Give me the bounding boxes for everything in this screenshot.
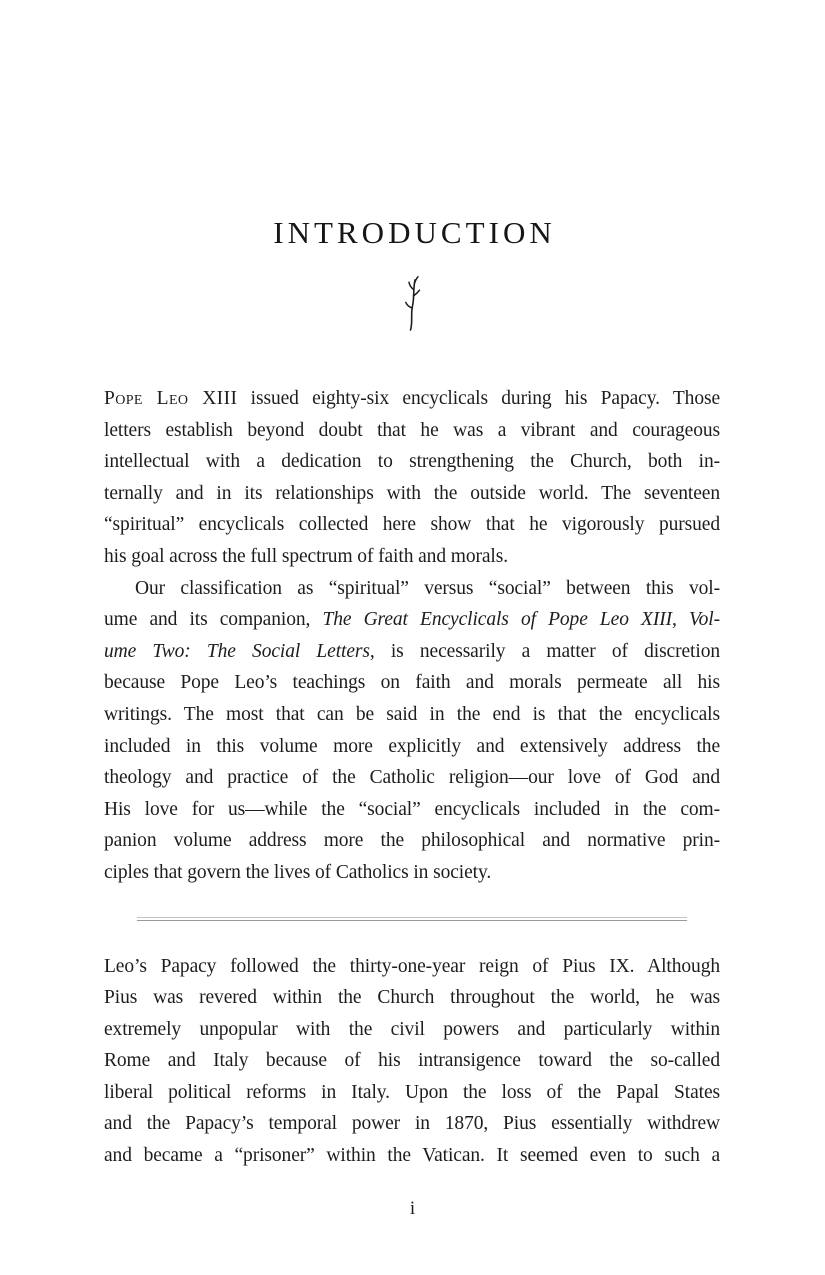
italic-text: ume Two: The Social Letters xyxy=(104,640,370,662)
text-line xyxy=(104,699,720,731)
body-text-segment: his goal across the full spectrum of faith and morals. xyxy=(104,545,508,567)
text-line xyxy=(104,1045,720,1077)
body-text xyxy=(104,383,720,1172)
text-line xyxy=(104,446,720,478)
body-text-segment: issued eighty-six encyclicals during his Papacy. Those xyxy=(237,388,721,409)
paragraph xyxy=(104,951,720,1172)
page-number: i xyxy=(409,1198,416,1219)
text-line xyxy=(104,857,720,889)
text-line xyxy=(104,951,720,983)
twig-fleuron-icon xyxy=(0,276,825,332)
body-text-segment: and the Papacy’s temporal power in 1870, Pius essentially withdrew xyxy=(104,1113,720,1135)
text-line xyxy=(104,794,720,826)
body-text-segment: intellectual with a dedication to strengthening the Church, both in- xyxy=(104,451,720,473)
body-text-segment: ciples that govern the lives of Catholics in society. xyxy=(104,861,492,883)
text-line xyxy=(104,667,720,699)
text-line xyxy=(104,478,720,510)
body-text-segment: Our classification as “spiritual” versus “social” between this vol- xyxy=(135,577,720,599)
smallcaps-text: Pope Leo XIII xyxy=(104,388,238,409)
text-line xyxy=(104,509,720,541)
body-text-segment: Leo’s Papacy followed the thirty-one-year reign of Pius IX. Although xyxy=(104,955,720,977)
body-text-segment: Rome and Italy because of his intransigence toward the so-called xyxy=(104,1050,720,1072)
text-line xyxy=(104,636,720,668)
body-text-segment: and became a “prisoner” within the Vatican. It seemed even to such a xyxy=(104,1145,720,1167)
body-text-segment: panion volume address more the philosophical and normative prin- xyxy=(104,830,720,852)
text-line xyxy=(104,1014,720,1046)
body-text-segment: included in this volume more explicitly and extensively address the xyxy=(104,735,720,757)
body-text-segment: extremely unpopular with the civil powers and particularly within xyxy=(104,1018,720,1040)
body-text-segment: theology and practice of the Catholic religion—our love of God and xyxy=(104,767,720,789)
body-text-segment: His love for us—while the “social” encyclicals included in the com- xyxy=(104,798,720,820)
text-line xyxy=(104,825,720,857)
text-line xyxy=(104,1077,720,1109)
body-text-segment: ternally and in its relationships with the outside world. The seventeen xyxy=(104,482,720,504)
body-text-segment: , is necessarily a matter of discretion xyxy=(369,640,720,662)
body-text-segment: liberal political reforms in Italy. Upon the loss of the Papal States xyxy=(104,1081,720,1103)
paragraph xyxy=(104,573,720,889)
text-line xyxy=(104,604,720,636)
body-text-segment: letters establish beyond doubt that he was a vibrant and courageous xyxy=(104,419,720,441)
text-line xyxy=(104,415,720,447)
body-text-segment: “spiritual” encyclicals collected here show that he vigorously pursued xyxy=(104,514,720,536)
text-line xyxy=(104,982,720,1014)
text-line xyxy=(104,573,720,605)
italic-text: The Great Encyclicals of Pope Leo XIII, Vol- xyxy=(322,609,720,631)
text-line xyxy=(104,1108,720,1140)
text-line xyxy=(104,762,720,794)
body-text-segment: ume and its companion, xyxy=(104,609,323,631)
body-text-segment: writings. The most that can be said in the end is that the encyclicals xyxy=(104,703,720,725)
section-divider xyxy=(137,917,687,921)
text-line xyxy=(104,731,720,763)
body-text-segment: Pius was revered within the Church throughout the world, he was xyxy=(104,987,720,1009)
page-title: INTRODUCTION xyxy=(273,215,556,250)
text-line xyxy=(104,383,720,415)
text-line xyxy=(104,1140,720,1172)
body-text-segment: because Pope Leo’s teachings on faith and morals permeate all his xyxy=(104,672,720,694)
text-line xyxy=(104,541,720,573)
paragraph xyxy=(104,383,720,573)
